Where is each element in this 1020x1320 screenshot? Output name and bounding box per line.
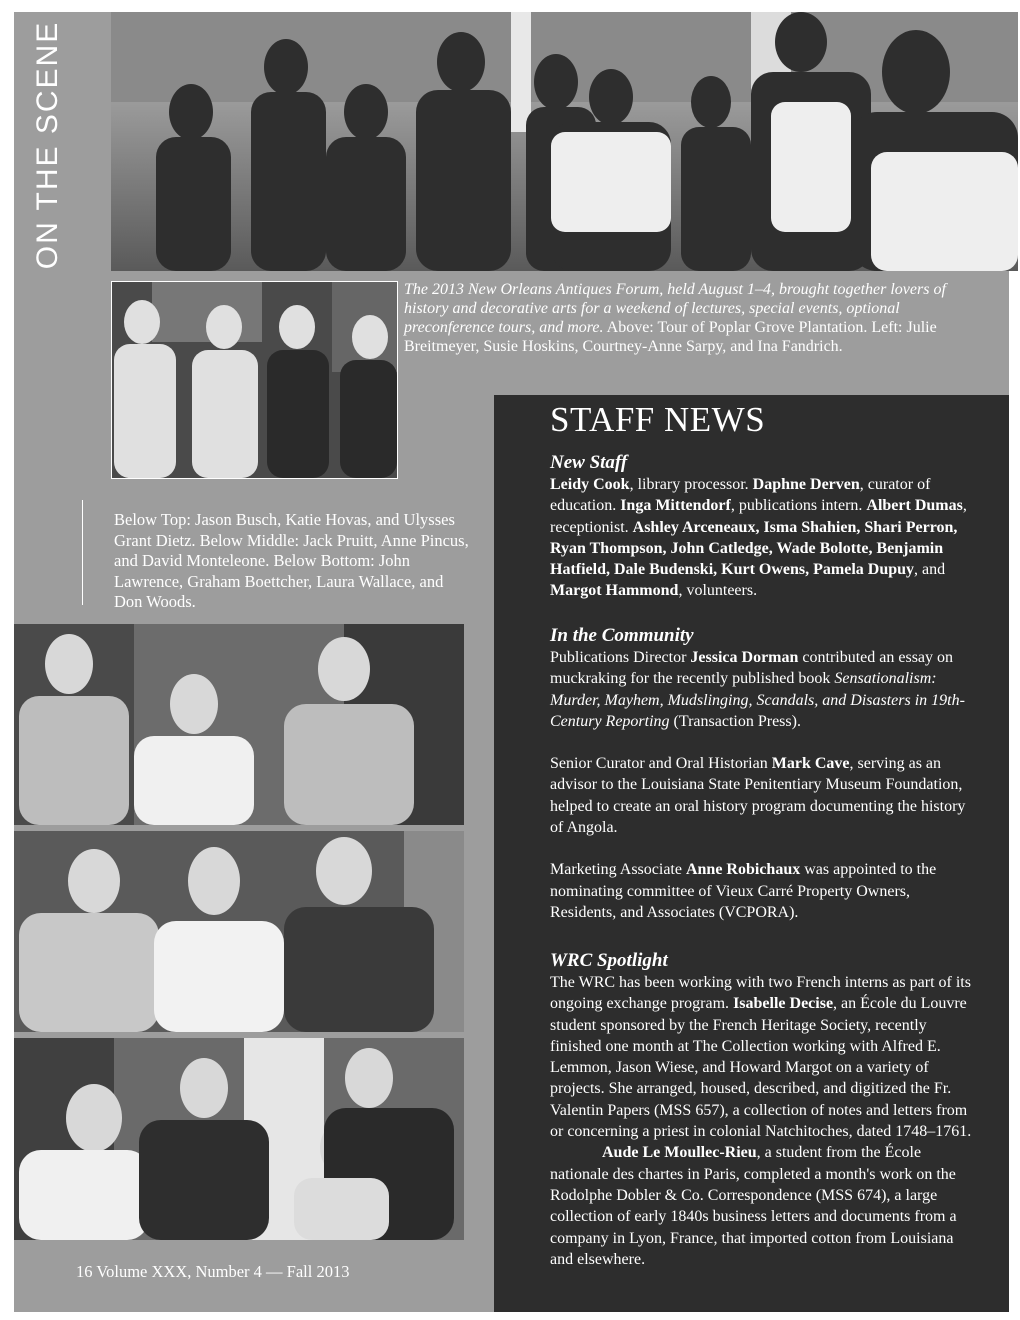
caption-antiques-forum [404, 280, 989, 356]
wrc-heading: WRC Spotlight [550, 950, 668, 971]
wrc-text-1: The WRC has been working with two French interns as part of its ongoing exchange program. Isabelle Decise, an École du Louvre student sponsored by the French Heritage Society, recently finished one month at The Collection working with Alfred E. Lemmon, Jason Wiese, and Howard Margot on a variety of projects. She arranged, housed, described, and digitized the Fr. Valentin Papers (MSS 657), a collection of notes and letters from or concerning a priest in colonial Natchitoches, dated 1748–1761. [550, 974, 972, 1141]
caption-below-photos: Below Top: Jason Busch, Katie Hovas, and Ulysses Grant Dietz. Below Middle: Jack Pruitt, Anne Pincus, and David Monteleone. Below Bottom: John Lawrence, Graham Boettcher, Laura Wallace, and Don Woods. [114, 510, 469, 611]
wrc-section [550, 950, 975, 1270]
photo-below-middle [14, 831, 464, 1032]
community-heading: In the Community [550, 625, 694, 646]
section-tab [14, 12, 82, 277]
photo-below-top [14, 624, 464, 825]
community-section [550, 625, 975, 923]
photo-plantation-tour [111, 12, 1018, 271]
photo-four-women [111, 281, 398, 479]
community-text-1: Publications Director Jessica Dorman contributed an essay on muckraking for the recently published book Sensationalism: Murder, Mayhem, Mudslinging, Scandals, and Disasters in 19th-Century Reporting (Transaction Press). [550, 649, 965, 730]
page-footer: 16 Volume XXX, Number 4 — Fall 2013 [76, 1262, 350, 1281]
divider-line [82, 500, 83, 605]
photo-below-bottom [14, 1038, 464, 1240]
community-text-3: Marketing Associate Anne Robichaux was appointed to the nominating committee of Vieux Carré Property Owners, Residents, and Associates (VCPORA). [550, 861, 937, 921]
caption-plain: Above: Tour of Poplar Grove Plantation. Left: Julie Breitmeyer, Susie Hoskins, Courtney-Anne Sarpy, and Ina Fandrich. [404, 319, 937, 355]
new-staff-text: Leidy Cook, library processor. Daphne Derven, curator of education. Inga Mittendorf, publications intern. Albert Dumas, receptionist. Ashley Arceneaux, Isma Shahien, Shari Perron, Ryan Thompson, John Catledge, Wade Bolotte, Benjamin Hatfield, Dale Budenski, Kurt Owens, Pamela Dupuy, and Margot Hammond, volunteers. [550, 476, 967, 600]
staff-news-title: STAFF NEWS [550, 400, 766, 439]
wrc-text-2: Aude Le Moullec-Rieu, a student from the École nationale des chartes in Paris, completed a month's work on the Rodolphe Dobler & Co. Correspondence (MSS 674), a large collection of early 1840s business letters and documents from a company in Lyon, France, that imported cotton from Louisiana and elsewhere. [550, 1144, 957, 1268]
section-tab-label: ON THE SCENE [31, 20, 64, 269]
new-staff-section [550, 452, 975, 602]
community-text-2: Senior Curator and Oral Historian Mark Cave, serving as an advisor to the Louisiana State Penitentiary Museum Foundation, helped to create an oral history program documenting the history of Angola. [550, 755, 966, 837]
caption-italic: The 2013 New Orleans Antiques Forum, held August 1–4, brought together lovers of history and decorative arts for a weekend of lectures, special events, optional preconference tours, and more. [404, 281, 946, 336]
new-staff-heading: New Staff [550, 452, 628, 473]
